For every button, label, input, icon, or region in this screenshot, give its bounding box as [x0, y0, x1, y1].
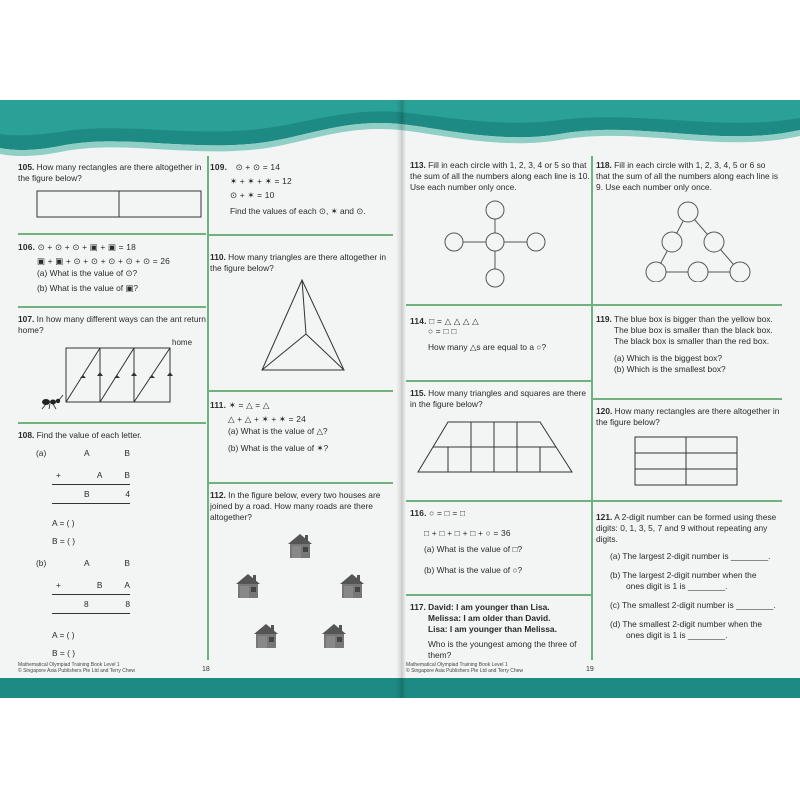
- footer-line: © Singapore Asia Publishers Pte Ltd and Terry Chew: [18, 668, 135, 674]
- page-number: 18: [202, 666, 210, 673]
- grid-rectangle-figure: [634, 436, 740, 488]
- question-115: [410, 388, 590, 410]
- divider: [406, 594, 591, 596]
- question-text: How many triangles are there altogether in the figure below?: [210, 252, 386, 273]
- rectangle-figure: [36, 190, 204, 220]
- question-number: 117.: [410, 602, 426, 612]
- option-b: (b) What is the value of ▣?: [37, 283, 139, 293]
- question-text: In how many different ways can the ant return home?: [18, 314, 206, 335]
- part-a-label: (a): [36, 448, 47, 458]
- statement: David: I am younger than Lisa.: [428, 602, 550, 612]
- option-d-cont: ones digit is 1 is ________.: [626, 630, 728, 640]
- option-a: (a) What is the value of ⊙?: [37, 268, 138, 278]
- question-text: Fill in each circle with 1, 2, 3, 4 or 5 so that the sum of all the numbers along each line is 10. Use each number only once.: [410, 160, 590, 192]
- question-110: [210, 252, 394, 274]
- equation: ○ = □ = □: [429, 508, 466, 518]
- question-106: [18, 240, 206, 294]
- digit: A: [96, 470, 103, 480]
- digit: 4: [125, 489, 130, 499]
- digit: B: [96, 580, 103, 590]
- plus-sign: +: [56, 470, 61, 480]
- divider: [18, 306, 206, 308]
- question-number: 116.: [410, 508, 427, 518]
- question-number: 121.: [596, 512, 613, 522]
- option-a: (a) What is the value of □?: [424, 544, 523, 554]
- question-116: [410, 506, 590, 576]
- question-111: [210, 398, 394, 454]
- left-page: [0, 100, 400, 678]
- question-text: Fill in each circle with 1, 2, 3, 4, 5 or 6 so that the sum of all the numbers along each line is 9. Use each number only once.: [596, 160, 779, 192]
- answer-b2: B = ( ): [52, 648, 76, 658]
- question-105: [18, 162, 204, 184]
- option-b: (b) The largest 2-digit number when the: [610, 570, 757, 580]
- digit: A: [84, 558, 90, 568]
- equation: ⊙ + ⊙ = 14: [235, 162, 281, 172]
- option-a: (a) Which is the biggest box?: [614, 353, 722, 363]
- question-text: Find the value of each letter.: [36, 430, 142, 440]
- question-text: How many rectangles are there altogether in the figure below?: [596, 406, 780, 427]
- digit: B: [124, 470, 130, 480]
- column-divider: [591, 156, 593, 660]
- divider: [592, 304, 782, 306]
- question-number: 115.: [410, 388, 426, 398]
- plus-sign: +: [56, 580, 61, 590]
- option-b: (b) Which is the smallest box?: [614, 364, 726, 374]
- triangle-figure: [258, 278, 348, 374]
- question-text: Who is the youngest among the three of them?: [428, 639, 577, 660]
- question-119: [596, 314, 782, 375]
- digit: B: [124, 448, 130, 458]
- divider: [208, 390, 393, 392]
- digit: 8: [125, 599, 130, 609]
- digit: A: [84, 448, 90, 458]
- divider: [18, 233, 206, 235]
- ant-path-figure: [36, 342, 186, 414]
- answer-b1: A = ( ): [52, 630, 75, 640]
- option-a: (a) The largest 2-digit number is ________.: [610, 551, 771, 561]
- question-108: [18, 430, 206, 441]
- question-number: 106.: [18, 242, 36, 252]
- footer: [18, 662, 135, 674]
- open-book: [0, 100, 800, 698]
- answer-a1: A = ( ): [52, 518, 75, 528]
- statement: The blue box is bigger than the yellow box.: [614, 314, 773, 324]
- question-text: How many △s are equal to a ○?: [428, 342, 547, 352]
- option-b-cont: ones digit is 1 is ________.: [626, 581, 728, 591]
- option-b: (b) What is the value of ○?: [424, 565, 523, 575]
- divider: [406, 500, 591, 502]
- question-109: [210, 160, 394, 217]
- question-number: 109.: [210, 162, 228, 172]
- trapezoid-figure: [416, 420, 576, 476]
- divider: [592, 500, 782, 502]
- statement: The blue box is smaller than the black box.: [614, 325, 773, 335]
- question-number: 108.: [18, 430, 35, 440]
- question-number: 105.: [18, 162, 35, 172]
- question-107: [18, 314, 206, 336]
- footer: [406, 662, 523, 674]
- home-label: home: [172, 338, 193, 347]
- question-number: 119.: [596, 314, 612, 324]
- cross-circles-figure: [440, 200, 550, 290]
- footer-line: © Singapore Asia Publishers Pte Ltd and Terry Chew: [406, 668, 523, 674]
- equation: ✶ + ✶ + ✶ = 12: [230, 176, 292, 186]
- statement: The black box is smaller than the red box.: [614, 336, 770, 346]
- digit: 8: [84, 599, 89, 609]
- question-118: [596, 160, 780, 193]
- question-number: 118.: [596, 160, 612, 170]
- question-120: [596, 406, 782, 428]
- question-112: [210, 490, 392, 523]
- option-a: (a) What is the value of △?: [228, 426, 328, 436]
- question-number: 113.: [410, 160, 426, 170]
- statement: Lisa: I am younger than Melissa.: [428, 624, 557, 634]
- question-number: 120.: [596, 406, 613, 416]
- equation: ⊙ + ⊙ + ⊙ + ▣ + ▣ = 18: [37, 242, 136, 252]
- equation: △ + △ + ✶ + ✶ = 24: [228, 414, 307, 424]
- question-117: [410, 602, 590, 661]
- divider: [208, 482, 393, 484]
- houses-figure: [230, 528, 390, 660]
- triangle-circles-figure: [644, 200, 754, 282]
- addition-a: [56, 448, 130, 504]
- option-d: (d) The smallest 2-digit number when the: [610, 619, 763, 629]
- footer-line: Mathematical Olympiad Training Book Level 1: [18, 662, 120, 668]
- digit: B: [84, 489, 90, 499]
- question-text: Find the values of each ⊙, ✶ and ⊙.: [230, 206, 366, 216]
- equation: ▣ + ▣ + ⊙ + ⊙ + ⊙ + ⊙ + ⊙ = 26: [37, 256, 171, 266]
- equation: ○ = □ □: [428, 326, 457, 336]
- option-b: (b) What is the value of ✶?: [228, 443, 329, 453]
- question-text: A 2-digit number can be formed using these digits: 0, 1, 3, 5, 7 and 9 without repeating any digits.: [596, 512, 777, 544]
- statement: Melissa: I am older than David.: [428, 613, 551, 623]
- question-text: How many rectangles are there altogether in the figure below?: [18, 162, 202, 183]
- part-b-label: (b): [36, 558, 47, 568]
- equation: ✶ = △ = △: [228, 400, 270, 410]
- question-114: [410, 314, 590, 353]
- house-icon: [254, 624, 278, 648]
- divider: [208, 234, 393, 236]
- question-number: 114.: [410, 316, 427, 326]
- house-icon: [340, 574, 364, 598]
- equation: ⊙ + ✶ = 10: [230, 190, 275, 200]
- divider: [18, 422, 206, 424]
- question-text: In the figure below, every two houses are joined by a road. How many roads are there altogether?: [210, 490, 381, 522]
- digit: A: [124, 580, 130, 590]
- house-icon: [322, 624, 346, 648]
- house-icon: [288, 534, 312, 558]
- house-icon: [236, 574, 260, 598]
- question-number: 110.: [210, 252, 226, 262]
- column-divider: [207, 156, 209, 660]
- question-text: How many triangles and squares are there in the figure below?: [410, 388, 586, 409]
- book-spine: [396, 100, 406, 698]
- answer-a2: B = ( ): [52, 536, 76, 546]
- question-number: 111.: [210, 400, 227, 410]
- question-113: [410, 160, 590, 193]
- page-number: 19: [586, 666, 594, 673]
- addition-b: [56, 558, 130, 614]
- equation: □ = △ △ △ △: [429, 316, 479, 326]
- equation: □ + □ + □ + □ + ○ = 36: [424, 528, 511, 538]
- footer-line: Mathematical Olympiad Training Book Level 1: [406, 662, 508, 668]
- question-121: [596, 512, 782, 641]
- divider: [406, 304, 591, 306]
- divider: [592, 398, 782, 400]
- option-c: (c) The smallest 2-digit number is ________.: [610, 600, 776, 610]
- right-page: [400, 100, 800, 678]
- digit: B: [124, 558, 130, 568]
- question-number: 107.: [18, 314, 35, 324]
- question-number: 112.: [210, 490, 226, 500]
- ant-icon: [42, 395, 63, 409]
- divider: [406, 380, 591, 382]
